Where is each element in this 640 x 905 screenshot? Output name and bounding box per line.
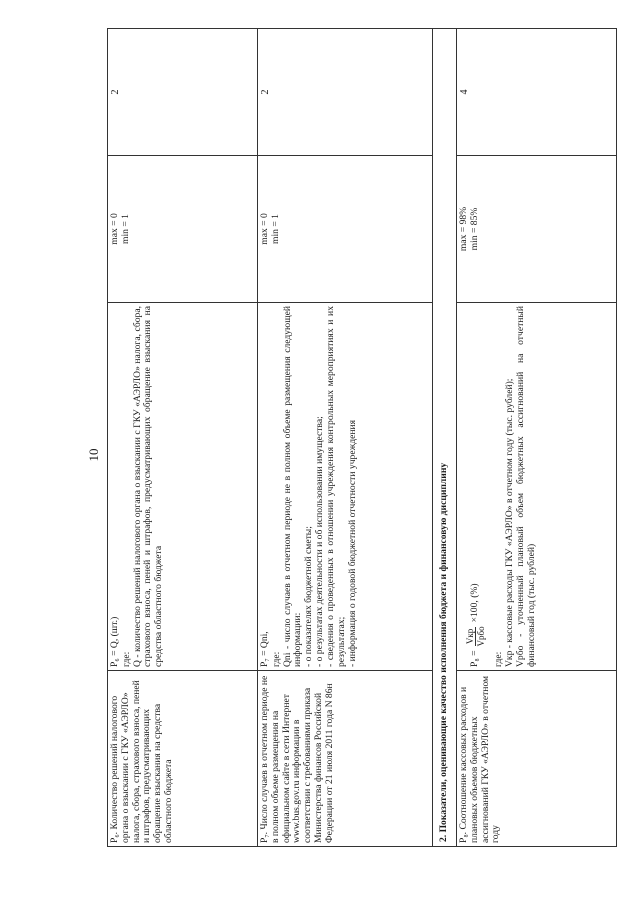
score-cell: 2 <box>258 29 433 156</box>
formula-description: Qni - число случаев в отчетном периоде не в полном объеме размещения следующей информации: <box>281 306 304 667</box>
formula-description: Q - количество решений налогового органа о взыскании с ГКУ «АЭРЛО» налога, сбора, страхового взноса, пеней и штрафов, предусматривающих обращение взыскания на средства областного бюджета <box>131 306 165 667</box>
table-row <box>258 29 433 847</box>
formula-description: Vрбо - уточненный плановый объем бюджетных ассигнований на отчетный финансовый год (тыс. рублей) <box>514 306 537 667</box>
criteria-table <box>107 28 617 847</box>
max-value: max = 0 <box>109 213 120 245</box>
value-range-cell <box>108 156 258 303</box>
formula <box>465 306 486 667</box>
section-heading: 2. Показатели, оценивающие качество исполнения бюджета и финансовую дисциплину <box>433 29 457 847</box>
formula-cell <box>457 303 617 671</box>
info-item: - сведения о проведенных в отношении учреждения контрольных мероприятиях и их результатах; <box>324 306 347 667</box>
table-row <box>108 29 258 847</box>
where-label: где: <box>120 651 132 667</box>
formula-lhs: P₈ = <box>469 650 481 667</box>
max-value: max = 98% <box>458 206 469 252</box>
section-row <box>433 29 457 847</box>
where-label: где: <box>493 651 505 667</box>
min-value: min = 1 <box>119 214 131 244</box>
info-item: - о результатах деятельности и об использовании имущества; <box>314 416 326 667</box>
indicator-name: P₇. Число случаев в отчетном периоде не в полном объеме размещения на официальном сайте в сети Интернет www.bus.gov.ru информации в соответствии с требованиями приказа Министерства финансов Российской Федерации от 21 июля 2011 года N 86н <box>258 671 433 847</box>
min-value: min = 1 <box>269 214 281 244</box>
formula-description: Vкр - кассовые расходы ГКУ «АЭРЛО» в отчетном году (тыс. рублей); <box>504 378 516 667</box>
value-range-cell <box>258 156 433 303</box>
formula: P₆ = Q, (шт.) <box>109 616 120 667</box>
score-cell: 4 <box>457 29 617 156</box>
formula-cell <box>108 303 258 671</box>
info-item: - информация о годовой бюджетной отчетности учреждения <box>346 419 358 667</box>
info-item: - о показателях бюджетной сметы; <box>303 526 315 667</box>
min-value: min = 85% <box>468 207 480 251</box>
fraction <box>465 624 486 648</box>
formula-rhs: ×100, (%) <box>469 583 481 623</box>
table-row <box>457 29 617 847</box>
value-range-cell <box>457 156 617 303</box>
fraction-numerator: Vкр <box>465 628 475 645</box>
formula-cell <box>258 303 433 671</box>
fraction-denominator: Vрбо <box>476 626 487 647</box>
indicator-name: P₆. Количество решений налогового органа о взыскании с ГКУ «АЭРЛО» налога, сбора, страхового взноса, пеней и штрафов, предусматривающих обращение взыскания на средства областного бюджета <box>108 671 258 847</box>
indicator-name: P₈. Соотношение кассовых расходов и плановых объемов бюджетных ассигнований ГКУ «АЭРЛО» в отчетном году <box>457 671 617 847</box>
max-value: max = 0 <box>259 213 270 245</box>
where-label: где: <box>270 651 282 667</box>
formula: P₇ = Qni, <box>259 631 270 667</box>
page-number: 10 <box>86 448 101 462</box>
score-cell: 2 <box>108 29 258 156</box>
